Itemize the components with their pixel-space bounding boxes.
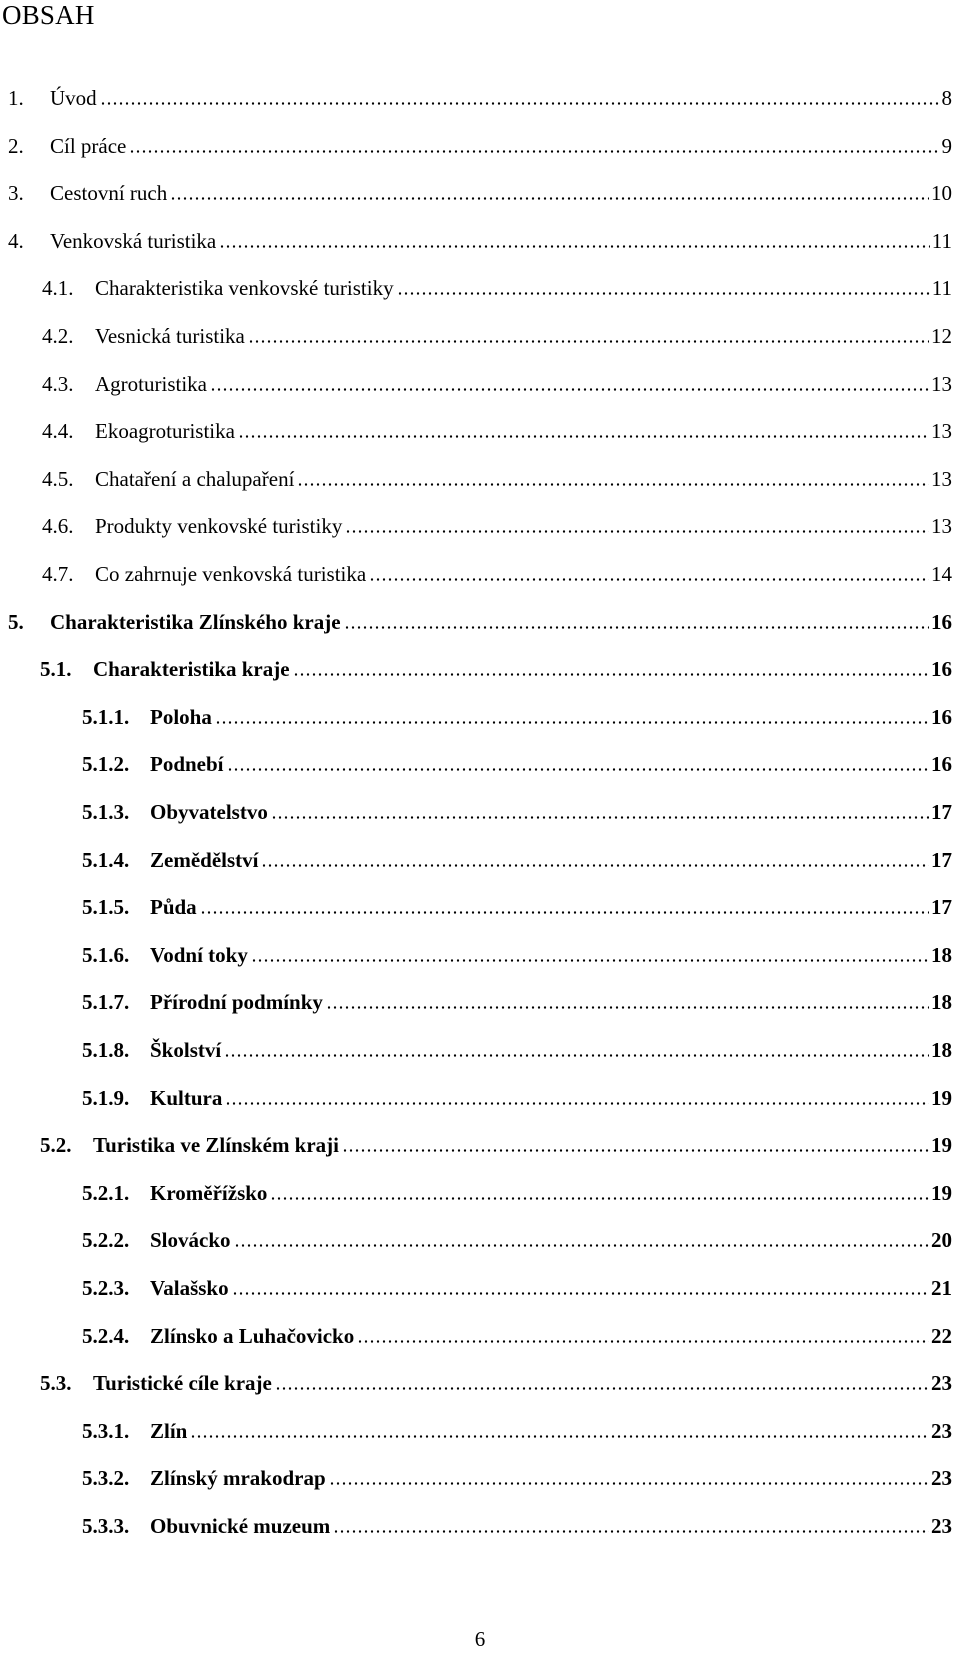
toc-entry-page: 13: [931, 371, 952, 396]
toc-entry-page: 23: [931, 1418, 952, 1443]
dot-leader: [190, 1435, 929, 1438]
dot-leader: [251, 959, 929, 962]
toc-entry-title: Vesnická turistika: [95, 324, 245, 348]
toc-entry-number: 4.: [8, 228, 24, 253]
toc-entry[interactable]: [40, 1369, 952, 1397]
toc-entry-number: 5.3.: [40, 1371, 72, 1396]
dot-leader: [238, 435, 929, 438]
toc-entry-number: 5.1.1.: [82, 704, 130, 729]
toc-entry-title: Cestovní ruch: [50, 181, 168, 206]
toc-entry[interactable]: [8, 132, 952, 160]
toc-entry-page: 12: [931, 324, 952, 348]
dot-leader: [170, 197, 929, 200]
dot-leader: [100, 102, 940, 105]
dot-leader: [293, 673, 929, 676]
toc-entry-title: Kroměřížsko: [150, 1180, 268, 1205]
toc-entry-title: Vodní toky: [150, 942, 248, 967]
toc-entry-page: 20: [931, 1228, 952, 1253]
dot-leader: [270, 1197, 929, 1200]
toc-entry-page: 14: [931, 562, 952, 586]
toc-entry-page: 13: [931, 466, 952, 491]
toc-entry-title: Valašsko: [150, 1276, 229, 1300]
toc-entry-number: 5.1.6.: [82, 942, 130, 967]
dot-leader: [234, 1244, 929, 1247]
toc-entry[interactable]: [40, 655, 952, 683]
toc-entry-page: 19: [931, 1180, 952, 1205]
toc-entry-title: Přírodní podmínky: [150, 990, 323, 1015]
toc-entry-title: Turistika ve Zlínském kraji: [93, 1133, 340, 1158]
toc-entry-number: 4.1.: [42, 276, 74, 301]
toc-entry-number: 4.6.: [42, 514, 74, 539]
toc-entry-number: 5.1.9.: [82, 1085, 130, 1110]
toc-entry-number: 5.: [8, 609, 24, 634]
toc-entry-title: Slovácko: [150, 1228, 231, 1253]
toc-entry-page: 19: [931, 1133, 952, 1158]
page-title: OBSAH: [2, 0, 95, 30]
toc-entry-number: 4.4.: [42, 419, 74, 444]
toc-entry[interactable]: [8, 227, 952, 255]
toc-entry-title: Obuvnické muzeum: [150, 1514, 331, 1538]
toc-entry[interactable]: [8, 179, 952, 207]
toc-entry-page: 17: [931, 800, 952, 824]
toc-entry-title: Zlínský mrakodrap: [150, 1466, 326, 1491]
toc-entry-page: 18: [931, 1038, 952, 1062]
toc-entry-page: 23: [931, 1514, 952, 1538]
toc-entry[interactable]: [82, 1084, 952, 1112]
toc-entry[interactable]: [82, 893, 952, 921]
toc-entry-number: 5.3.1.: [82, 1418, 130, 1443]
toc-entry-number: 5.2.4.: [82, 1323, 130, 1348]
dot-leader: [224, 1054, 929, 1057]
toc-entry-page: 11: [931, 228, 952, 253]
toc-entry-title: Poloha: [150, 704, 212, 729]
toc-entry[interactable]: [82, 1417, 952, 1445]
toc-entry-title: Turistické cíle kraje: [93, 1371, 272, 1396]
toc-entry-page: 11: [931, 276, 952, 301]
toc-entry[interactable]: [42, 560, 952, 588]
toc-entry-title: Úvod: [50, 86, 97, 110]
toc-entry[interactable]: [82, 1036, 952, 1064]
toc-entry-title: Zemědělství: [150, 847, 259, 872]
dot-leader: [200, 911, 929, 914]
toc-entry-number: 5.1.4.: [82, 847, 130, 872]
toc-entry-page: 18: [931, 942, 952, 967]
toc-entry-title: Cíl práce: [50, 133, 127, 158]
toc-entry-page: 23: [931, 1466, 952, 1491]
dot-leader: [297, 483, 929, 486]
toc-entry-number: 4.7.: [42, 562, 74, 586]
toc-entry-page: 18: [931, 990, 952, 1015]
dot-leader: [397, 292, 930, 295]
toc-entry-page: 23: [931, 1371, 952, 1396]
toc-entry-title: Chataření a chalupaření: [95, 466, 295, 491]
toc-entry-title: Podnebí: [150, 752, 224, 777]
toc-entry-title: Venkovská turistika: [50, 228, 217, 253]
toc-entry-number: 5.2.2.: [82, 1228, 130, 1253]
toc-entry-page: 10: [931, 181, 952, 206]
toc-entry-page: 8: [941, 86, 952, 110]
dot-leader: [345, 530, 929, 533]
dot-leader: [248, 340, 929, 343]
dot-leader: [357, 1340, 929, 1343]
toc-entry[interactable]: [82, 1322, 952, 1350]
toc-entry-page: 16: [931, 752, 952, 777]
toc-entry[interactable]: [42, 322, 952, 350]
toc-entry[interactable]: [82, 988, 952, 1016]
toc-entry-page: 9: [941, 133, 952, 158]
toc-entry[interactable]: [42, 417, 952, 445]
dot-leader: [210, 388, 929, 391]
dot-leader: [326, 1006, 929, 1009]
toc-entry[interactable]: [82, 1464, 952, 1492]
toc-entry-page: 17: [931, 895, 952, 920]
toc-entry-title: Kultura: [150, 1085, 223, 1110]
toc-entry-number: 3.: [8, 181, 24, 206]
toc-entry-page: 13: [931, 514, 952, 539]
toc-entry-number: 4.2.: [42, 324, 74, 348]
dot-leader: [225, 1102, 929, 1105]
dot-leader: [215, 721, 929, 724]
toc-entry[interactable]: [82, 1226, 952, 1254]
dot-leader: [227, 768, 929, 771]
toc-entry-number: 5.2.: [40, 1133, 72, 1158]
toc-entry[interactable]: [8, 84, 952, 112]
toc-entry-page: 22: [931, 1323, 952, 1348]
dot-leader: [261, 864, 929, 867]
dot-leader: [369, 578, 929, 581]
toc-entry-number: 5.1.8.: [82, 1038, 130, 1062]
dot-leader: [271, 816, 929, 819]
toc-entry-title: Charakteristika venkovské turistiky: [95, 276, 394, 301]
toc-entry-page: 21: [931, 1276, 952, 1300]
toc-entry[interactable]: [42, 512, 952, 540]
toc-entry[interactable]: [82, 941, 952, 969]
toc-entry-page: 16: [931, 609, 952, 634]
toc-entry-number: 2.: [8, 133, 24, 158]
toc-entry[interactable]: [8, 608, 952, 636]
toc-entry-number: 4.3.: [42, 371, 74, 396]
toc-entry-title: Produkty venkovské turistiky: [95, 514, 343, 539]
toc-entry-number: 5.1.2.: [82, 752, 130, 777]
dot-leader: [344, 626, 929, 629]
toc-entry[interactable]: [42, 274, 952, 302]
dot-leader: [329, 1482, 929, 1485]
toc-entry-number: 5.3.3.: [82, 1514, 130, 1538]
toc-entry-number: 1.: [8, 86, 24, 110]
page-number: 6: [474, 1627, 486, 1651]
toc-entry[interactable]: [82, 846, 952, 874]
toc-entry[interactable]: [82, 750, 952, 778]
toc-entry-number: 5.3.2.: [82, 1466, 130, 1491]
toc-entry-title: Co zahrnuje venkovská turistika: [95, 562, 367, 586]
dot-leader: [232, 1292, 929, 1295]
toc-entry-page: 16: [931, 704, 952, 729]
toc-entry-title: Půda: [150, 895, 197, 920]
dot-leader: [333, 1530, 929, 1533]
toc-entry-title: Agroturistika: [95, 371, 207, 396]
toc-entry[interactable]: [82, 1274, 952, 1302]
toc-entry-title: Obyvatelstvo: [150, 800, 268, 824]
toc-entry-number: 5.1.: [40, 657, 72, 682]
toc-entry-number: 5.1.3.: [82, 800, 130, 824]
toc-entry-page: 16: [931, 657, 952, 682]
toc-entry-number: 5.2.3.: [82, 1276, 130, 1300]
dot-leader: [219, 245, 930, 248]
dot-leader: [129, 150, 939, 153]
toc-entry-number: 5.2.1.: [82, 1180, 130, 1205]
toc-entry-page: 19: [931, 1085, 952, 1110]
toc-entry[interactable]: [82, 1512, 952, 1540]
dot-leader: [342, 1149, 929, 1152]
dot-leader: [275, 1387, 929, 1390]
toc-entry-number: 4.5.: [42, 466, 74, 491]
toc-entry-title: Charakteristika kraje: [93, 657, 290, 682]
toc-entry-title: Ekoagroturistika: [95, 419, 235, 444]
toc-entry-page: 17: [931, 847, 952, 872]
toc-entry-title: Školství: [150, 1038, 222, 1062]
toc-entry[interactable]: [42, 370, 952, 398]
toc-entry[interactable]: [82, 703, 952, 731]
toc-entry-page: 13: [931, 419, 952, 444]
toc-entry[interactable]: [40, 1131, 952, 1159]
toc-entry[interactable]: [82, 798, 952, 826]
toc-entry-title: Charakteristika Zlínského kraje: [50, 609, 341, 634]
toc-entry[interactable]: [42, 465, 952, 493]
toc-entry-title: Zlínsko a Luhačovicko: [150, 1323, 355, 1348]
toc-entry-number: 5.1.7.: [82, 990, 130, 1015]
toc-entry-title: Zlín: [150, 1418, 188, 1443]
toc-entry[interactable]: [82, 1179, 952, 1207]
toc-entry-number: 5.1.5.: [82, 895, 130, 920]
